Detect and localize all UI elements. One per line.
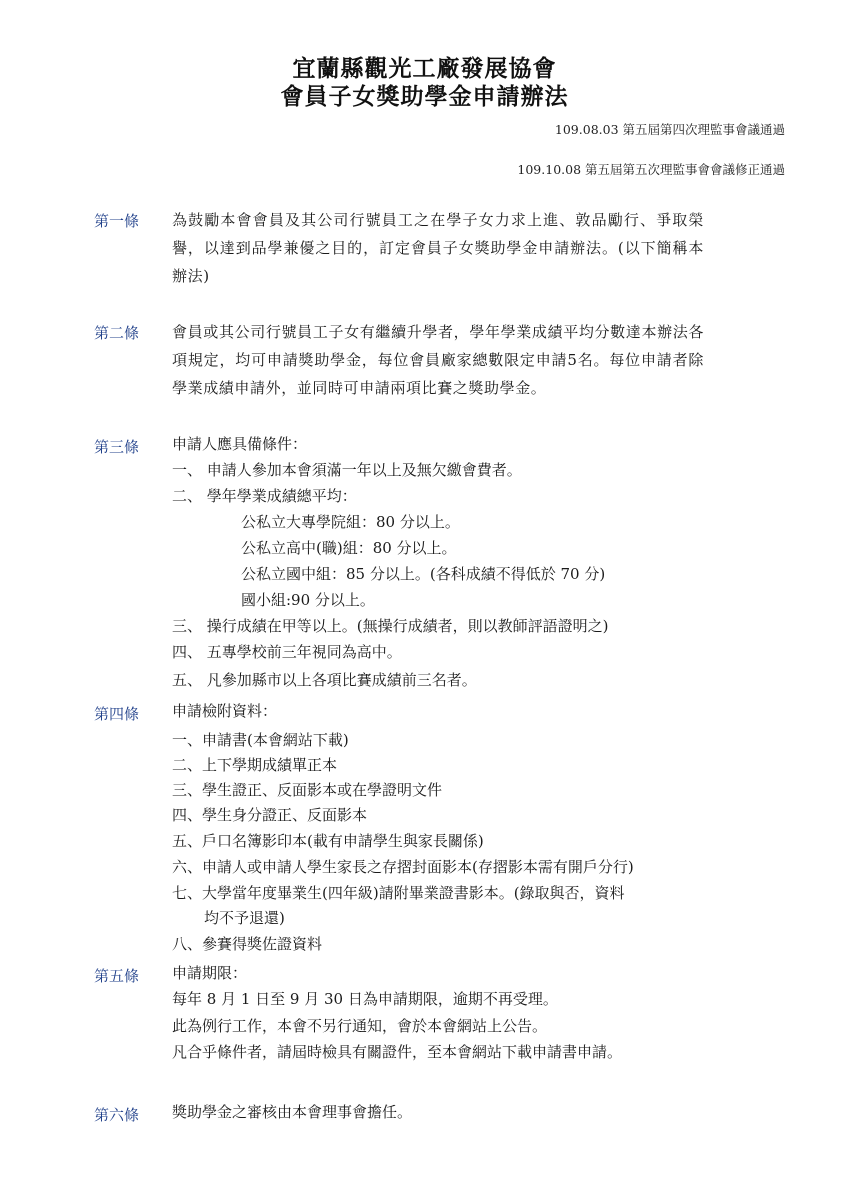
article-4-item-5: 五、戶口名簿影印本(載有申請學生與家長關係): [172, 832, 484, 850]
article-6-text: 獎助學金之審核由本會理事會擔任。: [172, 1103, 413, 1121]
article-4-item-1: 一、申請書(本會網站下載): [172, 731, 349, 749]
article-5-label: 第五條: [94, 967, 140, 985]
document-title-line1: 宜蘭縣觀光工廠發展協會: [292, 56, 557, 82]
article-3-intro: 申請人應具備條件：: [172, 435, 308, 453]
document-title-line2: 會員子女獎助學金申請辦法: [280, 84, 569, 110]
article-3-item-3: 三、 操行成績在甲等以上。(無操行成績者，則以教師評語證明之): [172, 617, 609, 635]
article-3-sub-4: 國小組:90 分以上。: [241, 591, 375, 609]
article-4-item-6: 六、申請人或申請人學生家長之存摺封面影本(存摺影本需有開戶分行): [172, 858, 634, 876]
article-3-item-1: 一、 申請人參加本會須滿一年以上及無欠繳會費者。: [172, 461, 522, 479]
article-4-label: 第四條: [94, 705, 140, 723]
article-2-text: 會員或其公司行號員工子女有繼續升學者，學年學業成績平均分數達本辦法各項規定，均可申請獎助學金，每位會員廠家總數限定申請5名。每位申請者除學業成績申請外，並同時可申請兩項比賽之獎助學金。: [172, 323, 704, 397]
article-3-label: 第三條: [94, 438, 140, 456]
article-3-sub-1: 公私立大專學院組：80 分以上。: [241, 513, 460, 531]
article-5-line-1: 每年 8 月 1 日至 9 月 30 日為申請期限，逾期不再受理。: [172, 990, 558, 1008]
article-4-item-3: 三、學生證正、反面影本或在學證明文件: [172, 781, 443, 799]
article-5-line-3: 凡合乎條件者，請屆時檢具有關證件，至本會網站下載申請書申請。: [172, 1043, 623, 1061]
article-3-sub-2: 公私立高中(職)組：80 分以上。: [241, 539, 457, 557]
article-3-item-5: 五、 凡參加縣市以上各項比賽成績前三名者。: [172, 671, 477, 689]
article-5-intro: 申請期限：: [172, 964, 248, 982]
article-3-item-4: 四、 五專學校前三年視同為高中。: [172, 643, 402, 661]
article-4-item-7-cont: 均不予退還): [204, 909, 285, 927]
approval-note-1: 109.08.03 第五屆第四次理監事會議通過: [554, 122, 785, 137]
article-1-text: 為鼓勵本會會員及其公司行號員工之在學子女力求上進、敦品勵行、爭取榮譽，以達到品學兼優之目的，訂定會員子女獎助學金申請辦法。(以下簡稱本辦法): [172, 211, 704, 285]
article-4-item-2: 二、上下學期成績單正本: [172, 756, 338, 774]
article-3-item-2: 二、 學年學業成績總平均：: [172, 487, 357, 505]
article-4-item-7: 七、大學當年度畢業生(四年級)請附畢業證書影本。(錄取與否，資料: [172, 884, 625, 902]
article-1-label: 第一條: [94, 212, 140, 230]
article-6-label: 第六條: [94, 1106, 140, 1124]
article-4-item-4: 四、學生身分證正、反面影本: [172, 806, 368, 824]
article-4-intro: 申請檢附資料：: [172, 702, 278, 720]
article-3-sub-3: 公私立國中組：85 分以上。(各科成績不得低於 70 分): [241, 565, 606, 583]
article-4-item-8: 八、參賽得獎佐證資料: [172, 935, 323, 953]
article-5-line-2: 此為例行工作，本會不另行通知，會於本會網站上公告。: [172, 1017, 548, 1035]
approval-note-2: 109.10.08 第五屆第五次理監事會會議修正通過: [517, 162, 785, 177]
article-2-label: 第二條: [94, 324, 140, 342]
